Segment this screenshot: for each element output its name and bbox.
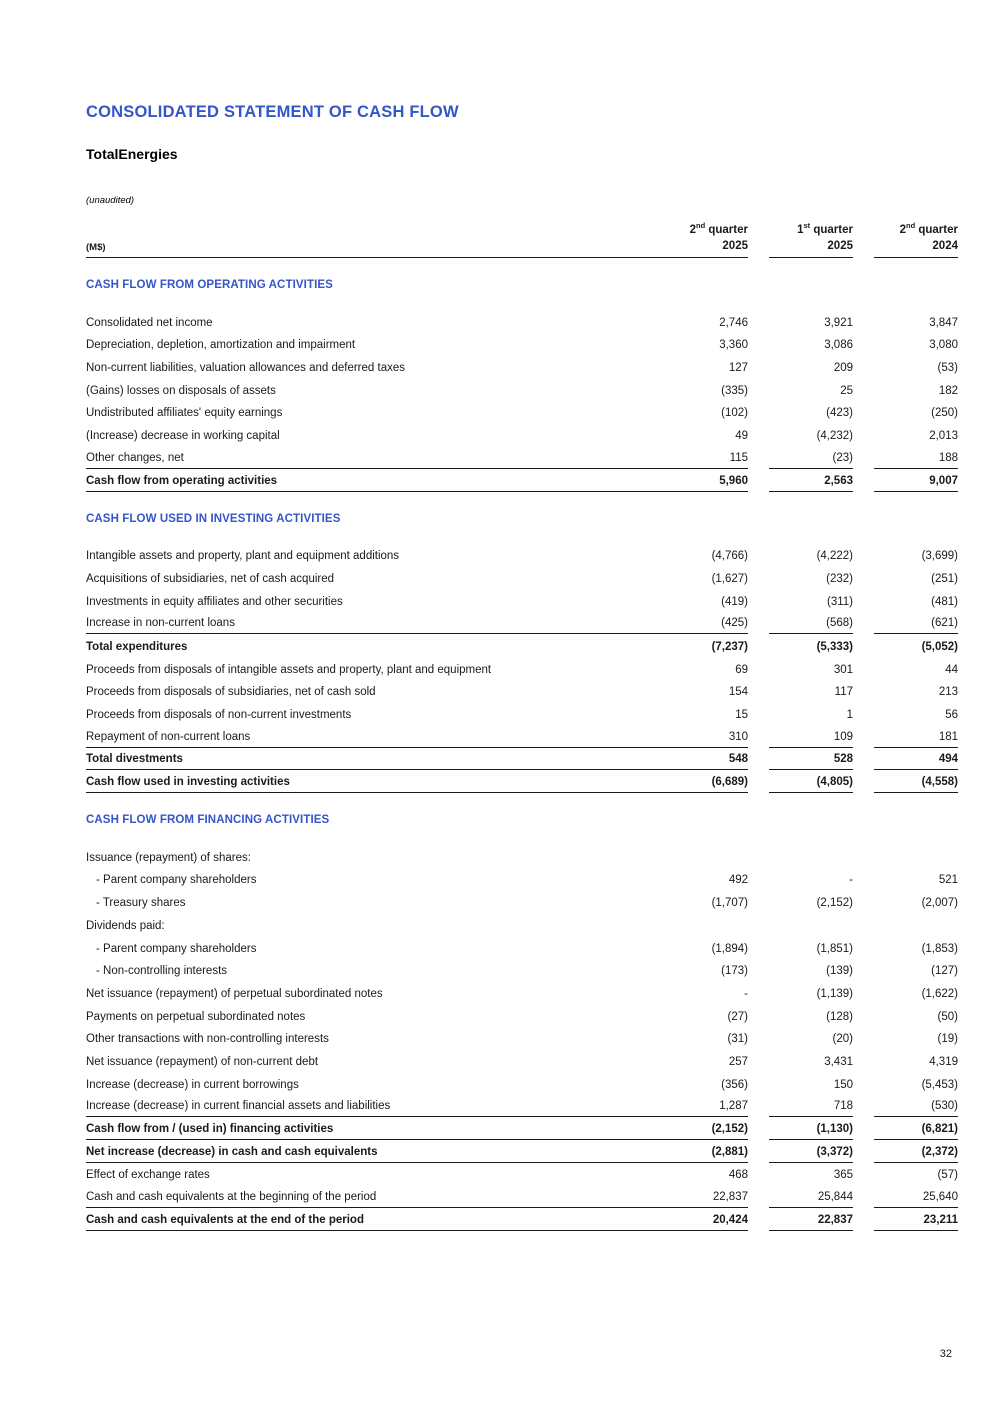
table-row xyxy=(86,423,958,446)
row-value-q2-2024: (53) xyxy=(937,362,958,375)
row-label: Increase in non-current loans xyxy=(86,617,235,630)
row-value-q2-2024: (250) xyxy=(931,407,958,420)
row-value-q1-2025: (568) xyxy=(769,617,853,634)
unit-label: (M$) xyxy=(86,242,106,253)
row-value-q1-2025: (311) xyxy=(827,595,853,608)
row-value-q1-2025: (4,805) xyxy=(769,776,853,793)
section-heading: CASH FLOW FROM OPERATING ACTIVITIES xyxy=(86,279,333,291)
row-value-q2-2024: 25,640 xyxy=(874,1191,958,1208)
row-value-q2-2024: 3,847 xyxy=(929,316,958,329)
row-label: - Parent company shareholders xyxy=(96,874,257,887)
column-header-q1-2025: 1st quarter 2025 xyxy=(769,223,853,258)
row-value-q1-2025: 3,431 xyxy=(824,1055,853,1068)
row-main-cell xyxy=(86,965,748,981)
row-main-cell xyxy=(86,317,748,333)
row-value-q2-2025: 3,360 xyxy=(719,339,748,352)
row-value-q2-2024: (5,052) xyxy=(921,640,958,653)
page-number: 32 xyxy=(939,1348,952,1360)
row-main-cell xyxy=(86,852,748,868)
row-value-q1-2025: (23) xyxy=(769,452,853,469)
row-main-cell xyxy=(86,943,748,959)
row-value-q2-2024: 521 xyxy=(938,874,958,887)
row-value-q2-2025: 69 xyxy=(735,663,748,676)
row-main-cell xyxy=(86,641,748,657)
row-value-q2-2025: (1,894) xyxy=(711,942,748,955)
table-row xyxy=(86,1163,958,1186)
row-label: Total expenditures xyxy=(86,640,188,653)
row-value-q1-2025: (2,152) xyxy=(816,897,853,910)
row-value-q2-2025: 154 xyxy=(728,686,748,699)
row-label: Proceeds from disposals of non-current investments xyxy=(86,709,352,721)
table-row xyxy=(86,959,958,982)
table-row xyxy=(86,845,958,868)
row-label: Intangible assets and property, plant and equipment additions xyxy=(86,550,400,563)
row-label: Increase (decrease) in current financial assets and liabilities xyxy=(86,1100,391,1113)
row-main-cell xyxy=(86,664,748,680)
table-row xyxy=(86,1027,958,1050)
company-name: TotalEnergies xyxy=(86,146,178,162)
row-value-q2-2025: (2,152) xyxy=(711,1123,748,1135)
row-value-q2-2025: 15 xyxy=(735,709,748,721)
row-value-q2-2025: (356) xyxy=(721,1078,748,1091)
row-label: Cash and cash equivalents at the end of the period xyxy=(86,1213,364,1226)
table-row xyxy=(86,981,958,1004)
row-value-q2-2025: (335) xyxy=(721,384,748,397)
table-row xyxy=(86,936,958,959)
row-value-q2-2024: 56 xyxy=(945,709,958,721)
table-row xyxy=(86,868,958,891)
row-value-q2-2024: (530) xyxy=(874,1100,958,1117)
row-main-cell xyxy=(86,709,748,725)
row-value-q1-2025: 1 xyxy=(846,709,853,721)
table-header-main-cell xyxy=(86,223,748,258)
table-row xyxy=(86,446,958,469)
row-value-q2-2025: (31) xyxy=(727,1033,748,1046)
row-value-q2-2024: (481) xyxy=(931,595,958,608)
table-row xyxy=(86,378,958,401)
row-label: Cash and cash equivalents at the beginning of the period xyxy=(86,1191,377,1204)
row-value-q2-2025: (2,881) xyxy=(711,1145,748,1158)
row-value-q2-2024: 188 xyxy=(874,452,958,469)
row-value-q1-2025 xyxy=(769,932,853,936)
row-value-q2-2025: (1,627) xyxy=(711,572,748,585)
row-label: Net issuance (repayment) of non-current debt xyxy=(86,1055,319,1068)
table-row xyxy=(86,748,958,771)
row-main-cell xyxy=(86,753,748,770)
row-value-q2-2024: (1,622) xyxy=(921,987,958,1000)
row-value-q2-2025: 257 xyxy=(728,1055,748,1068)
row-value-q2-2025: (7,237) xyxy=(711,640,748,653)
row-value-q2-2024: 44 xyxy=(945,663,958,676)
row-value-q1-2025: (128) xyxy=(826,1010,853,1023)
table-row xyxy=(86,913,958,936)
row-value-q1-2025: 528 xyxy=(769,753,853,770)
row-value-q1-2025: 25 xyxy=(840,384,853,397)
row-value-q2-2024: (50) xyxy=(937,1010,958,1023)
row-value-q1-2025: 150 xyxy=(833,1078,853,1091)
row-main-cell xyxy=(86,874,748,890)
row-label: - Non-controlling interests xyxy=(96,965,228,978)
row-value-q2-2024: (127) xyxy=(931,965,958,978)
row-label: Issuance (repayment) of shares: xyxy=(86,851,251,864)
row-value-q2-2024: 9,007 xyxy=(874,475,958,492)
table-row xyxy=(86,657,958,680)
row-main-cell xyxy=(86,920,748,936)
row-main-cell xyxy=(86,1079,748,1095)
row-label: - Parent company shareholders xyxy=(96,942,257,955)
row-main-cell xyxy=(86,1100,748,1117)
row-value-q2-2025: (419) xyxy=(721,595,748,608)
row-main-cell xyxy=(86,1011,748,1027)
table-row xyxy=(86,770,958,793)
row-value-q2-2024: 3,080 xyxy=(929,339,958,352)
row-main-cell xyxy=(86,731,748,748)
table-row xyxy=(86,1004,958,1027)
row-value-q1-2025: (423) xyxy=(826,407,853,420)
table-row xyxy=(86,1117,958,1140)
row-value-q2-2025: (1,707) xyxy=(711,897,748,910)
row-value-q2-2024: (3,699) xyxy=(921,550,958,563)
row-value-q2-2024: 181 xyxy=(874,731,958,748)
row-value-q1-2025: (1,139) xyxy=(816,987,853,1000)
row-value-q1-2025: (1,130) xyxy=(769,1123,853,1140)
table-row xyxy=(86,725,958,748)
table-row xyxy=(86,680,958,703)
row-value-q2-2024: (251) xyxy=(931,572,958,585)
row-main-cell xyxy=(86,430,748,446)
column-header-q2-2024: 2nd quarter 2024 xyxy=(874,223,958,258)
row-main-cell xyxy=(86,550,748,566)
row-label: Cash flow used in investing activities xyxy=(86,776,290,789)
table-row xyxy=(86,890,958,913)
row-main-cell xyxy=(86,988,748,1004)
row-label: Depreciation, depletion, amortization and impairment xyxy=(86,339,356,352)
row-value-q2-2024 xyxy=(874,864,958,868)
row-value-q2-2024: (19) xyxy=(937,1033,958,1046)
row-value-q2-2025: 115 xyxy=(729,451,748,464)
row-label: (Increase) decrease in working capital xyxy=(86,430,280,443)
row-main-cell xyxy=(86,596,748,612)
row-value-q1-2025: 22,837 xyxy=(769,1214,853,1231)
table-row xyxy=(86,355,958,378)
table-row xyxy=(86,1049,958,1072)
row-main-cell xyxy=(86,1033,748,1049)
row-label: Effect of exchange rates xyxy=(86,1169,210,1182)
table-row xyxy=(86,1185,958,1208)
row-value-q2-2025: 5,960 xyxy=(719,474,748,487)
row-value-q1-2025: (1,851) xyxy=(816,942,853,955)
statement-table xyxy=(86,278,958,1231)
row-main-cell xyxy=(86,1146,748,1163)
section-heading: CASH FLOW USED IN INVESTING ACTIVITIES xyxy=(86,512,341,525)
section-heading: CASH FLOW FROM FINANCING ACTIVITIES xyxy=(86,814,330,827)
row-main-cell xyxy=(86,385,748,401)
row-value-q1-2025: 25,844 xyxy=(769,1191,853,1208)
unaudited-note: (unaudited) xyxy=(86,195,135,206)
row-value-q2-2024: 182 xyxy=(938,384,958,397)
row-value-q2-2025: (425) xyxy=(721,617,748,630)
row-value-q2-2025: 20,424 xyxy=(712,1213,748,1226)
row-value-q2-2025: 1,287 xyxy=(719,1100,748,1113)
row-value-q2-2024: (1,853) xyxy=(921,942,958,955)
row-value-q2-2024: (57) xyxy=(937,1169,958,1182)
row-main-cell xyxy=(86,1169,748,1185)
table-row xyxy=(86,566,958,589)
table-row xyxy=(86,702,958,725)
row-label: Non-current liabilities, valuation allowances and deferred taxes xyxy=(86,362,405,375)
row-label: Other transactions with non-controlling interests xyxy=(86,1033,329,1046)
row-value-q2-2024: (6,821) xyxy=(874,1123,958,1140)
row-value-q1-2025: - xyxy=(849,874,853,887)
table-row xyxy=(86,1140,958,1163)
row-value-q2-2024: (2,372) xyxy=(874,1146,958,1163)
row-label: Dividends paid: xyxy=(86,919,165,932)
row-value-q1-2025: 117 xyxy=(834,686,853,699)
row-label: Acquisitions of subsidiaries, net of cash acquired xyxy=(86,572,335,585)
row-main-cell xyxy=(86,573,748,589)
row-value-q1-2025: 718 xyxy=(769,1100,853,1117)
row-value-q2-2025: 2,746 xyxy=(719,316,748,329)
row-label: Increase (decrease) in current borrowings xyxy=(86,1078,299,1091)
row-value-q2-2025: (4,766) xyxy=(711,550,748,563)
row-value-q2-2025: 310 xyxy=(728,730,748,743)
row-value-q1-2025 xyxy=(769,864,853,868)
row-label: Proceeds from disposals of intangible assets and property, plant and equipment xyxy=(86,663,492,676)
row-label: Proceeds from disposals of subsidiaries, net of cash sold xyxy=(86,686,376,699)
table-row xyxy=(86,333,958,356)
row-label: Consolidated net income xyxy=(86,316,213,329)
row-label: Cash flow from / (used in) financing activities xyxy=(86,1123,334,1135)
row-value-q2-2024 xyxy=(874,932,958,936)
row-main-cell xyxy=(86,407,748,423)
row-value-q1-2025: 2,563 xyxy=(769,475,853,492)
row-label: Total divestments xyxy=(86,753,183,766)
table-row xyxy=(86,612,958,635)
row-main-cell xyxy=(86,339,748,355)
row-value-q1-2025: (3,372) xyxy=(769,1146,853,1163)
row-value-q1-2025: (4,222) xyxy=(816,550,853,563)
row-main-cell xyxy=(86,686,748,702)
table-row xyxy=(86,544,958,567)
row-main-cell xyxy=(86,475,748,492)
row-value-q1-2025: (4,232) xyxy=(816,430,853,443)
row-main-cell xyxy=(86,1214,748,1231)
table-row xyxy=(86,589,958,612)
row-value-q2-2025: (173) xyxy=(721,965,748,978)
row-value-q1-2025: 365 xyxy=(833,1169,853,1182)
table-row xyxy=(86,634,958,657)
row-label: Payments on perpetual subordinated notes xyxy=(86,1010,306,1023)
row-value-q1-2025: 301 xyxy=(833,663,853,676)
table-row xyxy=(86,1072,958,1095)
row-value-q1-2025: (5,333) xyxy=(816,640,853,653)
row-value-q2-2025: 22,837 xyxy=(712,1191,748,1204)
table-row xyxy=(86,1095,958,1118)
row-value-q2-2024: (2,007) xyxy=(921,897,958,910)
row-main-cell xyxy=(86,362,748,378)
row-value-q1-2025: 209 xyxy=(833,362,853,375)
row-value-q2-2025: (102) xyxy=(721,407,748,420)
row-value-q2-2024: (621) xyxy=(874,617,958,634)
row-value-q1-2025: 3,086 xyxy=(824,339,853,352)
table-header-row xyxy=(86,223,958,258)
row-value-q1-2025: 3,921 xyxy=(824,316,853,329)
row-value-q1-2025: (20) xyxy=(832,1033,853,1046)
row-value-q2-2025: - xyxy=(744,987,748,1000)
row-main-cell xyxy=(86,617,748,634)
row-value-q2-2025: 492 xyxy=(728,874,748,887)
row-label: Investments in equity affiliates and other securities xyxy=(86,595,343,608)
row-main-cell xyxy=(86,776,748,793)
row-main-cell xyxy=(86,1123,748,1140)
row-value-q1-2025: (139) xyxy=(826,965,853,978)
row-value-q2-2024: 2,013 xyxy=(929,430,958,443)
row-label: (Gains) losses on disposals of assets xyxy=(86,384,276,397)
row-value-q2-2024: 494 xyxy=(874,753,958,770)
row-value-q1-2025: (232) xyxy=(826,572,853,585)
row-label: Repayment of non-current loans xyxy=(86,730,251,743)
row-value-q2-2025: 49 xyxy=(735,430,748,443)
row-main-cell xyxy=(86,1056,748,1072)
row-value-q2-2025: (6,689) xyxy=(711,776,748,789)
row-value-q2-2025: 468 xyxy=(728,1169,748,1182)
row-value-q2-2025: (27) xyxy=(727,1010,748,1023)
row-value-q2-2024: (4,558) xyxy=(874,776,958,793)
row-label: Other changes, net xyxy=(86,451,184,464)
table-row xyxy=(86,1208,958,1231)
row-value-q2-2025: 548 xyxy=(728,753,748,766)
row-value-q1-2025: 109 xyxy=(769,731,853,748)
row-value-q2-2024: (5,453) xyxy=(921,1078,958,1091)
row-label: Cash flow from operating activities xyxy=(86,474,278,487)
row-value-q2-2024: 23,211 xyxy=(874,1214,958,1231)
table-row xyxy=(86,310,958,333)
row-value-q2-2024: 4,319 xyxy=(929,1055,958,1068)
row-label: - Treasury shares xyxy=(96,897,186,910)
row-label: Undistributed affiliates' equity earnings xyxy=(86,407,283,420)
row-main-cell xyxy=(86,897,748,913)
table-row xyxy=(86,401,958,424)
row-label: Net issuance (repayment) of perpetual subordinated notes xyxy=(86,987,383,1000)
row-value-q2-2025: 127 xyxy=(728,362,748,375)
row-main-cell xyxy=(86,452,748,469)
row-label: Net increase (decrease) in cash and cash equivalents xyxy=(86,1145,378,1158)
table-row xyxy=(86,469,958,492)
column-header-q2-2025: 2nd quarter 2025 xyxy=(689,221,748,252)
page-title: CONSOLIDATED STATEMENT OF CASH FLOW xyxy=(86,103,459,121)
row-value-q2-2024: 213 xyxy=(938,686,958,699)
row-main-cell xyxy=(86,1191,748,1208)
